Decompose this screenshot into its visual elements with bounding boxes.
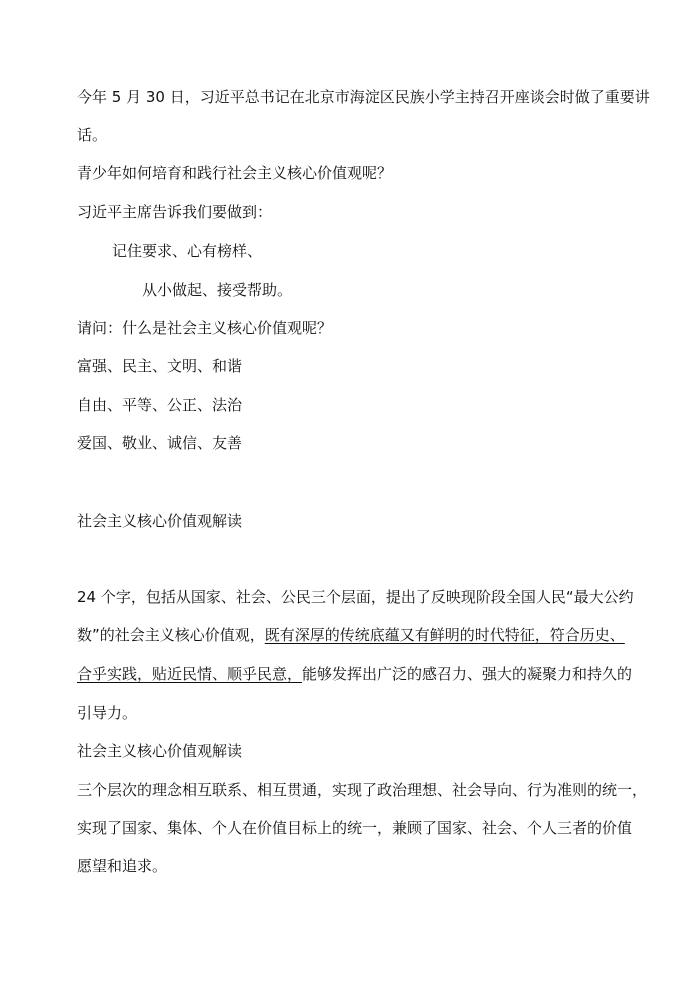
paragraph-1-line-2-plain: 数”的社会主义核心价值观， — [77, 626, 265, 644]
paragraph-2-line-1: 三个层次的理念相互联系、相互贯通，实现了政治理想、社会导向、行为准则的统一， — [77, 781, 648, 799]
intro-line-1: 今年 5 月 30 日，习近平总书记在北京市海淀区民族小学主持召开座谈会时做了重要讲 — [77, 88, 650, 106]
paragraph-1-line-3-plain: 能够发挥出广泛的感召力、强大的凝聚力和持久的 — [302, 665, 633, 683]
paragraph-1-line-2-underlined: 既有深厚的传统底蕴又有鲜明的时代特征，符合历史、 — [264, 626, 625, 644]
intro-line-2: 话。 — [77, 126, 108, 144]
requirement-line-1: 记住要求、心有榜样、 — [112, 242, 263, 260]
paragraph-2-line-3: 愿望和追求。 — [77, 857, 168, 875]
question-2: 请问：什么是社会主义核心价值观呢？ — [77, 319, 333, 337]
paragraph-1-line-3 — [77, 665, 633, 684]
section-heading-2: 社会主义核心价值观解读 — [77, 742, 243, 760]
answer-intro: 习近平主席告诉我们要做到： — [77, 203, 273, 221]
paragraph-2-line-2: 实现了国家、集体、个人在价值目标上的统一，兼顾了国家、社会、个人三者的价值 — [77, 819, 633, 837]
paragraph-1-line-1: 24 个字，包括从国家、社会、公民三个层面，提出了反映现阶段全国人民“最大公约 — [77, 588, 634, 606]
question-1: 青少年如何培育和践行社会主义核心价值观呢？ — [77, 164, 393, 182]
section-heading-1: 社会主义核心价值观解读 — [77, 512, 243, 530]
values-social: 自由、平等、公正、法治 — [77, 396, 243, 414]
paragraph-1-line-2 — [77, 626, 625, 645]
paragraph-1-line-4: 引导力。 — [77, 704, 138, 722]
paragraph-1-line-3-underlined: 合乎实践，贴近民情、顺乎民意， — [77, 665, 303, 683]
values-personal: 爱国、敬业、诚信、友善 — [77, 434, 243, 452]
requirement-line-2: 从小做起、接受帮助。 — [142, 281, 293, 299]
values-national: 富强、民主、文明、和谐 — [77, 357, 243, 375]
